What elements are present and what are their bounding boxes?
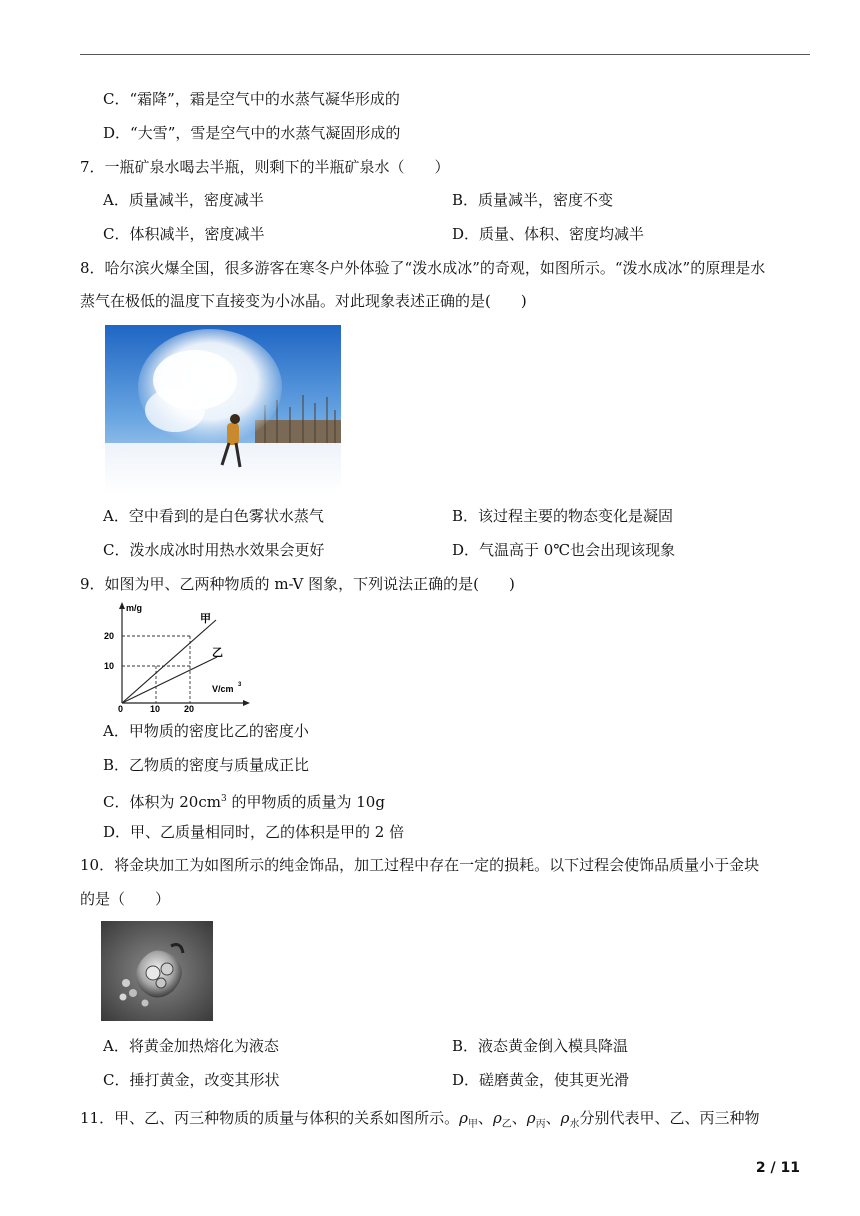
- q10-option-d: D．磋磨黄金，使其更光滑: [452, 1071, 630, 1089]
- q10-option-a: A．将黄金加热熔化为液态: [103, 1037, 279, 1055]
- q8-option-d: D．气温高于 0℃也会出现该现象: [452, 541, 676, 559]
- q10-stem-line2: 的是（ ）: [80, 890, 171, 908]
- q8-option-c: C．泼水成冰时用热水效果会更好: [103, 541, 325, 559]
- mv-graph: [104, 600, 250, 712]
- x-tick-20: 20: [184, 704, 195, 712]
- rho-water: ρ: [560, 1109, 570, 1127]
- rho-yi: ρ: [492, 1109, 502, 1127]
- q10-stem-line1: 10．将金块加工为如图所示的纯金饰品，加工过程中存在一定的损耗。以下过程会使饰品质量小于金块: [80, 856, 760, 874]
- origin-label: 0: [118, 704, 124, 712]
- line-jia-label: 甲: [200, 613, 211, 625]
- q9-stem: 9．如图为甲、乙两种物质的 m-V 图象，下列说法正确的是( ): [80, 575, 515, 593]
- q7-stem: 7．一瓶矿泉水喝去半瓶，则剩下的半瓶矿泉水（ ）: [80, 158, 450, 176]
- q9-option-c-pre: C．体积为 20cm: [103, 793, 221, 811]
- q7-option-a: A．质量减半，密度减半: [103, 191, 264, 209]
- rho-jia: ρ: [459, 1109, 468, 1127]
- rho-bing: ρ: [526, 1109, 536, 1127]
- q7-option-d: D．质量、体积、密度均减半: [452, 225, 645, 243]
- q7-option-b: B．质量减半，密度不变: [452, 191, 614, 209]
- q9-option-d: D．甲、乙质量相同时，乙的体积是甲的 2 倍: [103, 823, 405, 841]
- x-axis-label: V/cm: [212, 684, 234, 694]
- q8-option-a: A．空中看到的是白色雾状水蒸气: [103, 507, 324, 525]
- page-number: 2 / 11: [755, 1160, 800, 1176]
- q8-option-b: B．该过程主要的物态变化是凝固: [452, 507, 674, 525]
- sub-bing: 丙: [535, 1119, 546, 1130]
- q11-stem-pre: 11．甲、乙、丙三种物质的质量与体积的关系如图所示。: [80, 1109, 460, 1127]
- line-yi-label: 乙: [212, 647, 223, 659]
- sep-3: 、: [545, 1109, 561, 1127]
- q10-option-c: C．捶打黄金，改变其形状: [103, 1071, 280, 1089]
- y-tick-10: 10: [104, 661, 115, 671]
- q9-option-b: B．乙物质的密度与质量成正比: [103, 756, 310, 774]
- q9-option-c-sup: 3: [220, 794, 227, 804]
- sep-1: 、: [477, 1109, 493, 1127]
- q9-option-a: A．甲物质的密度比乙的密度小: [103, 722, 309, 740]
- sub-water: 水: [569, 1119, 580, 1130]
- x-tick-10: 10: [150, 704, 161, 712]
- sub-jia: 甲: [467, 1119, 478, 1130]
- y-tick-20: 20: [104, 631, 115, 641]
- y-axis-label: m/g: [126, 603, 143, 613]
- prev-option-c: C．“霜降”，霜是空气中的水蒸气凝华形成的: [103, 90, 400, 108]
- x-axis-sup: 3: [238, 682, 242, 688]
- q8-stem-line1: 8．哈尔滨火爆全国，很多游客在寒冬户外体验了“泼水成冰”的奇观，如图所示。“泼水成冰”的原理是水: [80, 259, 766, 277]
- water-to-ice-photo: [105, 325, 341, 495]
- q11-stem-post: 分别代表甲、乙、丙三种物: [579, 1109, 760, 1127]
- q9-option-c: [103, 789, 385, 812]
- gold-ornament-photo: [101, 921, 213, 1021]
- q9-option-c-post: 的甲物质的质量为 10g: [226, 793, 385, 811]
- q7-option-c: C．体积减半，密度减半: [103, 225, 265, 243]
- prev-option-d: D．“大雪”，雪是空气中的水蒸气凝固形成的: [103, 124, 401, 142]
- q11-stem: [80, 1108, 759, 1135]
- sub-yi: 乙: [501, 1119, 512, 1130]
- q8-stem-line2: 蒸气在极低的温度下直接变为小冰晶。对此现象表述正确的是( ): [80, 292, 527, 310]
- sep-2: 、: [511, 1109, 527, 1127]
- q10-option-b: B．液态黄金倒入模具降温: [452, 1037, 629, 1055]
- header-rule: [80, 54, 810, 55]
